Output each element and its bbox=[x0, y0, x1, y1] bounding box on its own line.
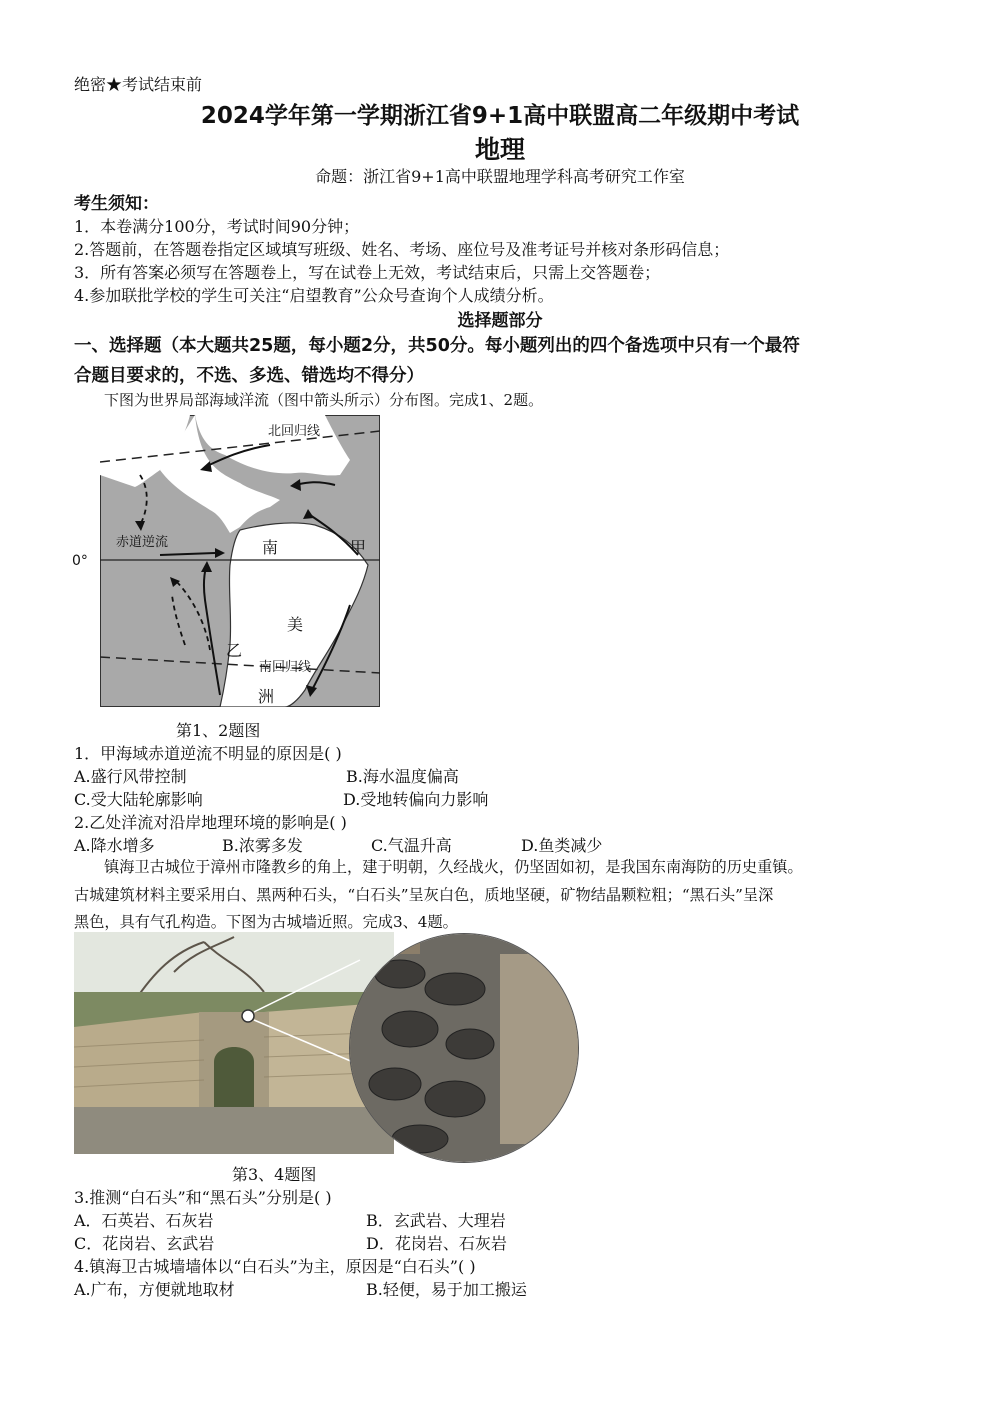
notice-item: 4.参加联批学校的学生可关注“启望教育”公众号查询个人成绩分析。 bbox=[74, 286, 554, 305]
question-stem: 2.乙处洋流对沿岸地理环境的影响是( ) bbox=[74, 813, 347, 832]
map-label-mei: 美 bbox=[287, 615, 304, 634]
group2-intro: 黑色，具有气孔构造。下图为古城墙近照。完成3、4题。 bbox=[74, 913, 458, 931]
group2-intro: 古城建筑材料主要采用白、黑两种石头，“白石头”呈灰白色，质地坚硬，矿物结晶颗粒粗；“黑石头”呈深 bbox=[74, 886, 774, 904]
zoomed-stone-photo bbox=[349, 933, 579, 1163]
option-d[interactable]: D.鱼类减少 bbox=[521, 836, 603, 855]
section-heading: 合题目要求的，不选、多选、错选均不得分） bbox=[74, 366, 424, 386]
option-a[interactable]: A.广布，方便就地取材 bbox=[74, 1280, 235, 1299]
map-label-zero: 0° bbox=[72, 553, 88, 569]
option-c[interactable]: C.气温升高 bbox=[371, 836, 452, 855]
author-line: 命题：浙江省9+1高中联盟地理学科高考研究工作室 bbox=[315, 167, 685, 186]
question-stem: 3.推测“白石头”和“黑石头”分别是( ) bbox=[74, 1188, 332, 1207]
option-c[interactable]: C.受大陆轮廓影响 bbox=[74, 790, 203, 809]
question-stem: 1．甲海域赤道逆流不明显的原因是( ) bbox=[74, 744, 342, 763]
confidential-mark: 绝密★考试结束前 bbox=[74, 75, 203, 94]
map-label-jia: 甲 bbox=[350, 538, 367, 557]
map-label-equator-countercurrent: 赤道逆流 bbox=[116, 535, 169, 550]
subject-title: 地理 bbox=[474, 135, 525, 164]
option-d[interactable]: D.受地转偏向力影响 bbox=[343, 790, 489, 809]
map-label-zhou: 洲 bbox=[258, 687, 275, 706]
section-part: 选择题部分 bbox=[457, 311, 543, 331]
group1-intro: 下图为世界局部海域洋流（图中箭头所示）分布图。完成1、2题。 bbox=[104, 391, 544, 409]
section-heading: 一、选择题（本大题共25题，每小题2分，共50分。每小题列出的四个备选项中只有一个最符 bbox=[74, 336, 800, 356]
notice-item: 2.答题前，在答题卷指定区域填写班级、姓名、考场、座位号及准考证号并核对条形码信息； bbox=[74, 240, 730, 259]
option-b[interactable]: B.海水温度偏高 bbox=[346, 767, 459, 786]
option-b[interactable]: B.浓雾多发 bbox=[222, 836, 303, 855]
stone-texture bbox=[350, 934, 578, 1162]
group2-intro: 镇海卫古城位于漳州市隆教乡的角上，建于明朝，久经战火，仍坚固如初，是我国东南海防的历史重镇。 bbox=[104, 858, 803, 876]
option-c[interactable]: C．花岗岩、玄武岩 bbox=[74, 1234, 215, 1253]
notice-heading: 考生须知： bbox=[74, 194, 159, 214]
notice-item: 3．所有答案必须写在答题卷上，写在试卷上无效，考试结束后，只需上交答题卷； bbox=[74, 263, 661, 282]
exam-title: 2024学年第一学期浙江省9+1高中联盟高二年级期中考试 bbox=[200, 103, 800, 129]
map-label-tropic-north: 北回归线 bbox=[268, 424, 321, 439]
option-d[interactable]: D．花岗岩、石灰岩 bbox=[366, 1234, 507, 1253]
notice-item: 1．本卷满分100分，考试时间90分钟； bbox=[74, 217, 360, 236]
question-stem: 4.镇海卫古城墙墙体以“白石头”为主，原因是“白石头”( ) bbox=[74, 1257, 476, 1276]
map-label-nan: 南 bbox=[262, 538, 279, 557]
option-a[interactable]: A.盛行风带控制 bbox=[74, 767, 187, 786]
option-b[interactable]: B．玄武岩、大理岩 bbox=[366, 1211, 506, 1230]
option-b[interactable]: B.轻便，易于加工搬运 bbox=[366, 1280, 527, 1299]
figure-caption: 第3、4题图 bbox=[232, 1165, 317, 1184]
figure-caption: 第1、2题图 bbox=[176, 721, 261, 740]
map-label-tropic-south: 南回归线 bbox=[259, 660, 312, 675]
option-a[interactable]: A．石英岩、石灰岩 bbox=[74, 1211, 214, 1230]
option-a[interactable]: A.降水增多 bbox=[74, 836, 155, 855]
map-label-yi: 乙 bbox=[226, 641, 243, 660]
ocean-current-map bbox=[100, 415, 380, 707]
